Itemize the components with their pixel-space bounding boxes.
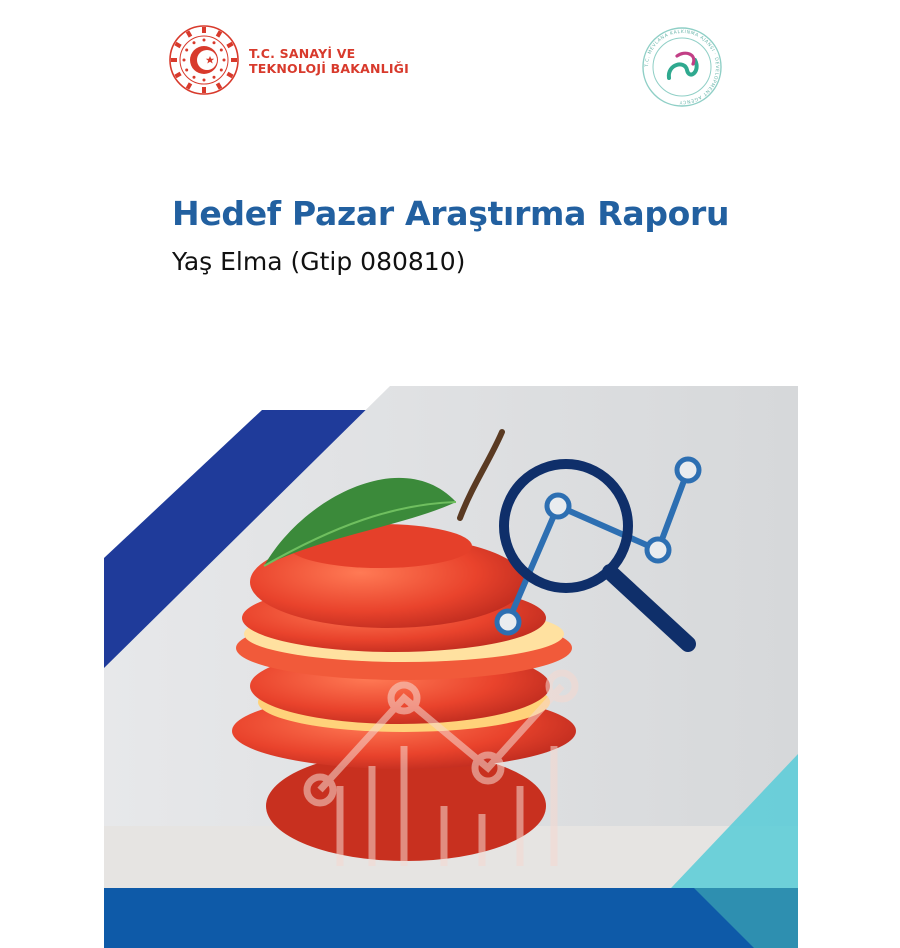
agency-seal-text: T.C. MEVLANA KALKINMA AJANSI · DEVELOPMENT AGENCY (644, 29, 720, 105)
cover-illustration (104, 386, 798, 948)
svg-text:T.C. MEVLANA KALKINMA AJANSI · (644, 29, 720, 105)
bottom-blue-bar (104, 888, 798, 948)
document-subtitle: Yaş Elma (Gtip 080810) (172, 247, 466, 276)
ministry-emblem-icon (167, 24, 241, 96)
ministry-name (249, 46, 409, 76)
ministry-name-line1: T.C. SANAYİ VE (249, 46, 356, 61)
document-title: Hedef Pazar Araştırma Raporu (172, 194, 730, 233)
development-agency-seal-icon (641, 26, 723, 108)
agency-logo (641, 26, 723, 108)
ministry-logo (167, 24, 417, 96)
title-block (172, 194, 729, 276)
ministry-name-line2: TEKNOLOJİ BAKANLIĞI (249, 61, 409, 76)
